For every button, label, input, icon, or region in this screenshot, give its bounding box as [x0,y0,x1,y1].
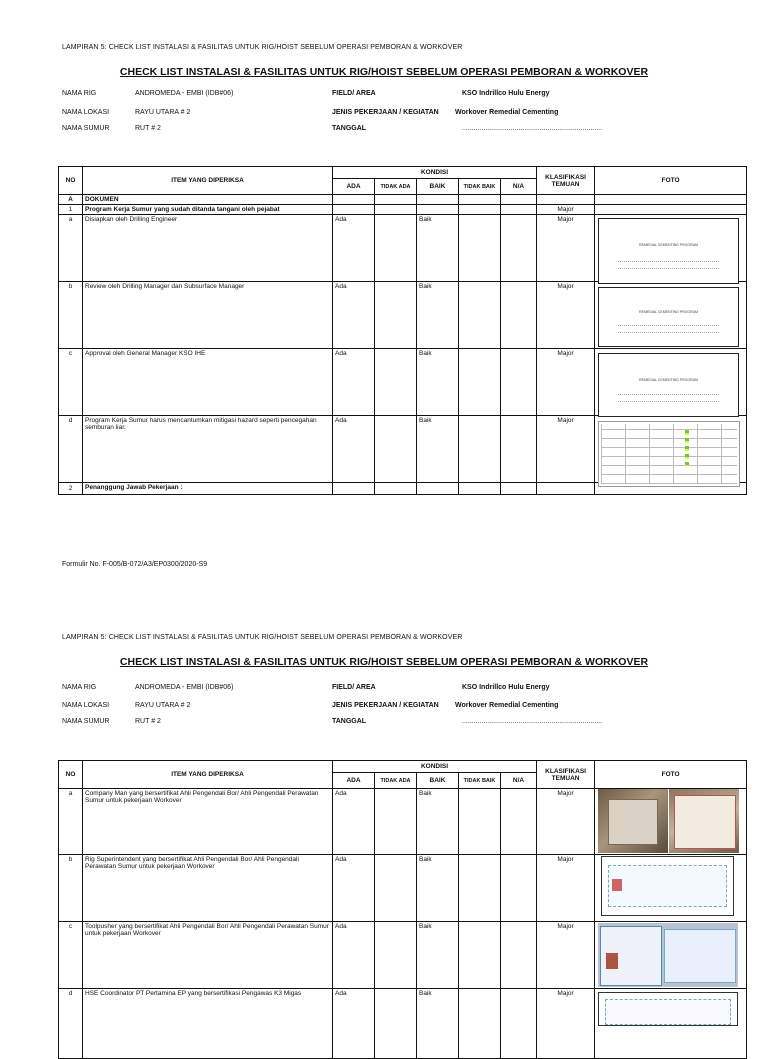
row-letter: a [59,215,83,282]
tanggal-value: ........................................................................ [462,718,603,725]
group-2-no: 2 [59,483,83,495]
nama-rig-label: NAMA RIG [62,90,97,97]
section-no: A [59,195,83,205]
row-ada: Ada [333,922,375,989]
row-baik: Baik [417,989,459,1059]
col-item: ITEM YANG DIPERIKSA [83,167,333,195]
row-ada: Ada [333,282,375,349]
jenis-value: Workover Remedial Cementing [455,702,559,709]
nama-lokasi-label: NAMA LOKASI [62,702,110,709]
nama-sumur-label: NAMA SUMUR [62,718,110,725]
col-na: N/A [501,773,537,789]
col-tidak-ada: TIDAK ADA [375,773,417,789]
col-na: N/A [501,179,537,195]
nama-rig-value: ANDROMEDA - EMBI (IDB#06) [135,90,234,97]
row-letter: b [59,282,83,349]
nama-rig-value: ANDROMEDA - EMBI (IDB#06) [135,684,234,691]
row-item: Company Man yang bersertifikat Ahli Pengendali Bor/ Ahli Pengendali Perawatan Sumur untuk pekerjaan Workover [83,789,333,855]
row-letter: a [59,789,83,855]
certificate-photo [598,789,668,853]
row-baik: Baik [417,215,459,282]
col-klasifikasi: KLASIFIKASI TEMUAN [537,761,595,789]
tanggal-value: ........................................................................ [462,125,603,132]
row-klasifikasi: Major [537,215,595,282]
row-baik: Baik [417,349,459,416]
group-1-klasifikasi: Major [537,205,595,215]
col-baik: BAIK [417,179,459,195]
row-klasifikasi: Major [537,416,595,483]
row-baik: Baik [417,922,459,989]
col-baik: BAIK [417,773,459,789]
tanggal-label: TANGGAL [332,718,367,725]
jenis-label: JENIS PEKERJAAN / KEGIATAN [332,702,439,709]
col-ada: ADA [333,179,375,195]
row-letter: c [59,349,83,416]
row-letter: d [59,989,83,1059]
row-letter: d [59,416,83,483]
row-klasifikasi: Major [537,349,595,416]
program-document-thumbnail: REMEDIAL CEMENTING PROGRAM [598,218,739,284]
row-item: Approval oleh General Manager KSO IHE [83,349,333,416]
group-2-label: Penanggung Jawab Pekerjaan : [83,483,333,495]
row-klasifikasi: Major [537,922,595,989]
nama-sumur-label: NAMA SUMUR [62,125,110,132]
jenis-label: JENIS PEKERJAAN / KEGIATAN [332,109,439,116]
form-number: Formulir No. F-005/B-072/A3/EP0300/2020-S9 [62,561,208,568]
row-klasifikasi: Major [537,282,595,349]
row-klasifikasi: Major [537,989,595,1059]
col-kondisi: KONDISI [333,167,537,179]
row-ada: Ada [333,349,375,416]
row-item: HSE Coordinator PT Pertamina EP yang bersertifikasi Pengawas K3 Migas [83,989,333,1059]
col-item: ITEM YANG DIPERIKSA [83,761,333,789]
row-ada: Ada [333,989,375,1059]
field-value: KSO Indrillco Hulu Energy [462,90,550,97]
certificate-photo [601,856,734,916]
document-title: CHECK LIST INSTALASI & FASILITAS UNTUK RIG/HOIST SEBELUM OPERASI PEMBORAN & WORKOVER [119,656,649,668]
col-foto: FOTO [595,167,747,195]
row-ada: Ada [333,789,375,855]
row-baik: Baik [417,416,459,483]
row-ada: Ada [333,416,375,483]
row-baik: Baik [417,282,459,349]
col-foto: FOTO [595,761,747,789]
row-item: Toolpusher yang bersertifikat Ahli Pengendali Bor/ Ahli Pengendali Perawatan Sumur untuk pekerjaan Workover [83,922,333,989]
tanggal-label: TANGGAL [332,125,367,132]
nama-rig-label: NAMA RIG [62,684,97,691]
row-item: Disiapkan oleh Drilling Engineer [83,215,333,282]
document-title: CHECK LIST INSTALASI & FASILITAS UNTUK RIG/HOIST SEBELUM OPERASI PEMBORAN & WORKOVER [119,66,649,78]
section-label: DOKUMEN [83,195,333,205]
row-baik: Baik [417,789,459,855]
col-tidak-ada: TIDAK ADA [375,179,417,195]
row-baik: Baik [417,855,459,922]
nama-lokasi-label: NAMA LOKASI [62,109,110,116]
col-kondisi: KONDISI [333,761,537,773]
row-item: Program Kerja Sumur harus mencantumkan mitigasi hazard seperti pencegahan semburan liar. [83,416,333,483]
row-letter: b [59,855,83,922]
program-document-thumbnail: REMEDIAL CEMENTING PROGRAM [598,287,739,347]
certificate-photo [598,923,738,987]
row-letter: c [59,922,83,989]
col-no: NO [59,167,83,195]
col-no: NO [59,761,83,789]
row-item: Review oleh Drilling Manager dan Subsurface Manager [83,282,333,349]
field-label: FIELD/ AREA [332,684,376,691]
field-label: FIELD/ AREA [332,90,376,97]
col-tidak-baik: TIDAK BAIK [459,179,501,195]
row-ada: Ada [333,855,375,922]
nama-lokasi-value: RAYU UTARA # 2 [135,702,191,709]
certificate-photo [598,992,738,1026]
row-klasifikasi: Major [537,789,595,855]
col-ada: ADA [333,773,375,789]
program-document-thumbnail: REMEDIAL CEMENTING PROGRAM [598,353,739,417]
nama-sumur-value: RUT # 2 [135,718,161,725]
row-ada: Ada [333,215,375,282]
group-1-no: 1 [59,205,83,215]
lampiran-caption: LAMPIRAN 5: CHECK LIST INSTALASI & FASILITAS UNTUK RIG/HOIST SEBELUM OPERASI PEMBORAN & WORKOVER [62,44,463,51]
row-item: Rig Superintendent yang bersertifikat Ahli Pengendali Bor/ Ahli Pengendali Perawatan Sumur untuk pekerjaan Workover [83,855,333,922]
lampiran-caption: LAMPIRAN 5: CHECK LIST INSTALASI & FASILITAS UNTUK RIG/HOIST SEBELUM OPERASI PEMBORAN & WORKOVER [62,634,463,641]
nama-sumur-value: RUT # 2 [135,125,161,132]
nama-lokasi-value: RAYU UTARA # 2 [135,109,191,116]
hazard-table-thumbnail [598,421,740,487]
col-tidak-baik: TIDAK BAIK [459,773,501,789]
field-value: KSO Indrillco Hulu Energy [462,684,550,691]
page-2 [0,590,768,1024]
certificate-photo [669,789,739,853]
row-klasifikasi: Major [537,855,595,922]
jenis-value: Workover Remedial Cementing [455,109,559,116]
group-1-label: Program Kerja Sumur yang sudah ditanda tangani oleh pejabat [83,205,333,215]
col-klasifikasi: KLASIFIKASI TEMUAN [537,167,595,195]
